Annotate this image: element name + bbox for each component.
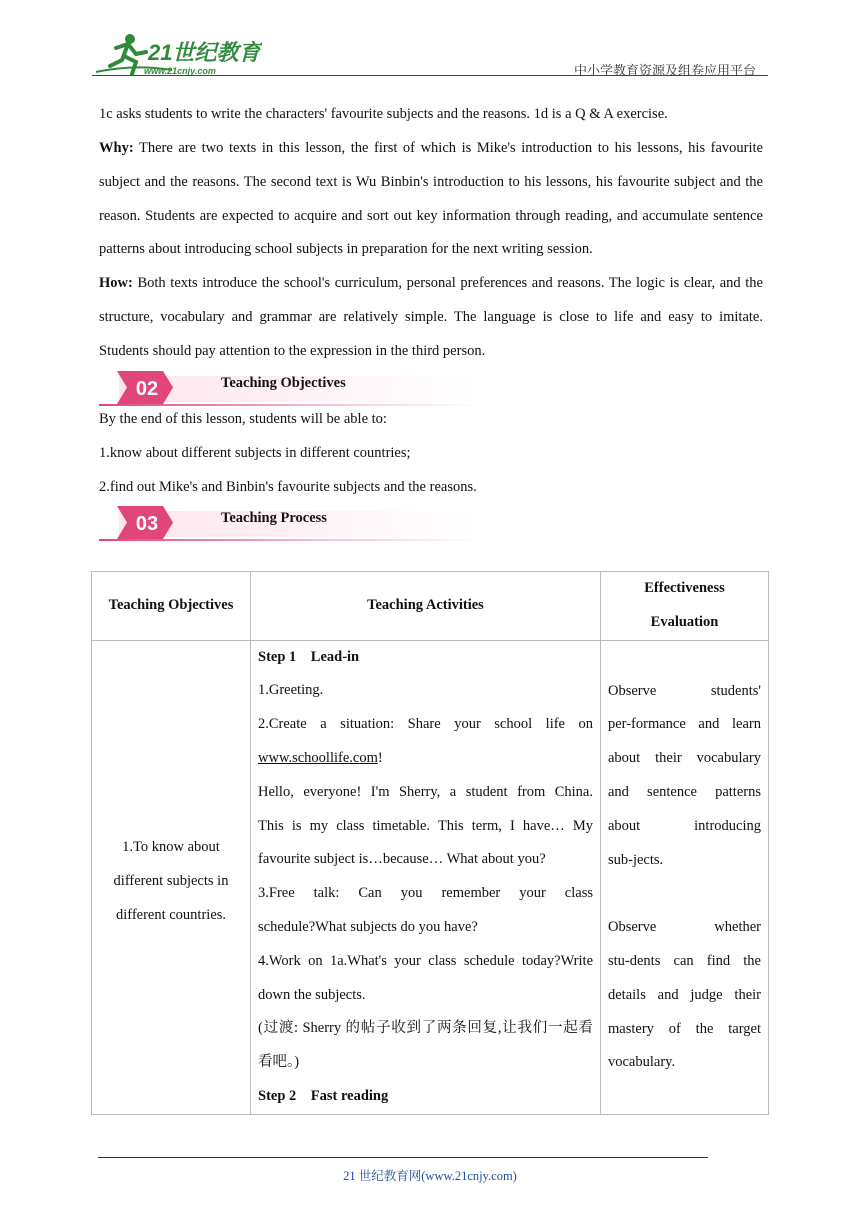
section-number-badge xyxy=(117,371,173,404)
site-logo xyxy=(92,30,262,78)
how-label: How: xyxy=(99,275,133,291)
why-text: There are two texts in this lesson, the first of which is Mike's introduction to his lessons, his favourite subject and the reasons. The second text is Wu Binbin's introduction to his lessons, his favourite subject and the reason. Students are expected to acquire and sort out key information through reading, and accumulate sentence patterns about introducing school subjects in preparation for the next writing session. xyxy=(99,140,763,258)
section-header-objectives xyxy=(99,370,479,406)
schoollife-link[interactable]: www.schoollife.com xyxy=(258,749,378,766)
header-evaluation: Effectiveness Evaluation xyxy=(601,572,769,641)
activity-greeting: 1.Greeting. xyxy=(258,682,324,699)
objectives-intro: By the end of this lesson, students will be able to: xyxy=(99,411,387,427)
activity-link-line: www.schoollife.com! xyxy=(258,749,383,766)
objective-item-1: 1.know about different subjects in different countries; xyxy=(99,445,411,461)
header-divider xyxy=(92,75,768,76)
activity-transition: (过渡: Sherry 的帖子收到了两条回复,让我们一起看 xyxy=(258,1020,593,1037)
table-row xyxy=(92,640,769,1114)
step1-title: Step 1 Lead-in xyxy=(258,648,360,665)
section-number-badge xyxy=(117,506,173,539)
svg-text:21世纪教育: 21世纪教育 xyxy=(148,40,261,65)
svg-text:02: 02 xyxy=(135,378,159,400)
teaching-process-table xyxy=(91,571,769,1115)
header-objectives: Teaching Objectives xyxy=(92,572,251,641)
table-header-row xyxy=(92,572,769,641)
svg-text:www.21cnjy.com: www.21cnjy.com xyxy=(144,66,216,76)
section-header-process xyxy=(99,505,479,541)
how-paragraph xyxy=(99,267,763,368)
footer-text: 21 世纪教育网(www.21cnjy.com) xyxy=(343,1169,517,1183)
evaluation-cell: Observe students' per-formance and learn about their vocabulary and sentence patterns about introducing sub-jects. Observe whether stu-dents can find the details and judge their mastery of the target vocabulary. xyxy=(601,640,769,1114)
svg-text:03: 03 xyxy=(135,513,159,535)
activity-create: 2.Create a situation: Share your school life on xyxy=(258,716,593,733)
why-paragraph xyxy=(99,132,763,267)
step2-title: Step 2 Fast reading xyxy=(258,1087,389,1104)
activity-work-1a: 4.Work on 1a.What's your class schedule today?Write xyxy=(258,952,593,969)
page-header xyxy=(92,30,768,78)
intro-paragraph-1 xyxy=(99,98,763,132)
why-label: Why: xyxy=(99,140,134,156)
section-title: Teaching Process xyxy=(221,510,327,526)
footer-divider xyxy=(98,1157,708,1158)
header-platform-text: 中小学教育资源及组卷应用平台 xyxy=(573,63,756,78)
objective-cell: 1.To know about different subjects in different countries. xyxy=(92,640,251,1114)
intro-text: 1c asks students to write the characters' favourite subjects and the reasons. 1d is a Q & A exercise. xyxy=(99,106,668,122)
activities-cell: Step 1 Lead-in 1.Greeting. 2.Create a situation: Share your school life on www.schoollife.com! Hello, everyone! I'm Sherry, a student from China. This is my class timetable. This term, I have… My favourite subject is…because… What about you? 3.Free talk: Can you remember your class schedule?What subjects do you have? 4.Work on 1a.What's your class schedule today?Write down the subjects. (过渡: Sherry 的帖子收到了两条回复,让我们一起看 看吧。) Step 2 Fast reading xyxy=(251,640,601,1114)
header-activities: Teaching Activities xyxy=(251,572,601,641)
section-title: Teaching Objectives xyxy=(221,375,346,391)
activity-free-talk: 3.Free talk: Can you remember your class xyxy=(258,885,593,902)
objective-item-2: 2.find out Mike's and Binbin's favourite subjects and the reasons. xyxy=(99,479,477,495)
how-text: Both texts introduce the school's curriculum, personal preferences and reasons. The logic is clear, and the structure, vocabulary and grammar are relatively simple. The language is close to life and easy to imitate. Students should pay attention to the expression in the third person. xyxy=(99,275,763,359)
